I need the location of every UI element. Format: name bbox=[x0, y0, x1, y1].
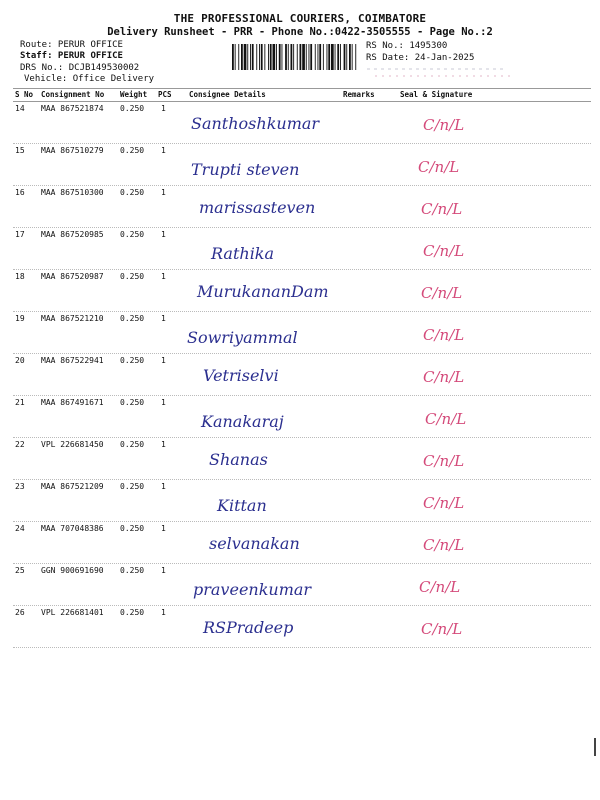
seal-signature: C/n/L bbox=[419, 578, 461, 596]
seal-signature: C/n/L bbox=[423, 116, 465, 134]
seal-signature: C/n/L bbox=[423, 326, 465, 344]
row-consignment-no: MAA 867522941 bbox=[41, 356, 104, 365]
runsheet-subtitle: Delivery Runsheet - PRR - Phone No.:0422-3505555 - Page No.:2 bbox=[107, 26, 493, 38]
row-sno: 14 bbox=[15, 104, 25, 113]
rs-date: RS Date: 24-Jan-2025 bbox=[366, 53, 475, 63]
table-row bbox=[13, 438, 591, 480]
row-weight: 0.250 bbox=[120, 188, 145, 197]
barcode-image bbox=[232, 44, 360, 70]
row-sno: 21 bbox=[15, 398, 25, 407]
row-sno: 22 bbox=[15, 440, 25, 449]
rs-number: RS No.: 1495300 bbox=[366, 41, 448, 51]
vehicle-label: Vehicle: Office Delivery bbox=[24, 74, 155, 84]
table-row bbox=[13, 606, 591, 648]
row-weight: 0.250 bbox=[120, 566, 145, 575]
consignee-signature: Kanakaraj bbox=[201, 412, 284, 431]
col-consignee: Consignee Details bbox=[189, 90, 266, 99]
row-weight: 0.250 bbox=[120, 146, 145, 155]
col-seal: Seal & Signature bbox=[400, 90, 473, 99]
row-pcs: 1 bbox=[161, 566, 166, 575]
row-consignment-no: MAA 867521210 bbox=[41, 314, 104, 323]
row-consignment-no: MAA 867510300 bbox=[41, 188, 104, 197]
row-sno: 26 bbox=[15, 608, 25, 617]
row-weight: 0.250 bbox=[120, 440, 145, 449]
row-weight: 0.250 bbox=[120, 356, 145, 365]
seal-signature: C/n/L bbox=[425, 410, 467, 428]
seal-signature: C/n/L bbox=[423, 536, 465, 554]
row-sno: 20 bbox=[15, 356, 25, 365]
table-row bbox=[13, 144, 591, 186]
row-pcs: 1 bbox=[161, 230, 166, 239]
row-pcs: 1 bbox=[161, 482, 166, 491]
table-row bbox=[13, 396, 591, 438]
row-weight: 0.250 bbox=[120, 524, 145, 533]
row-weight: 0.250 bbox=[120, 272, 145, 281]
row-consignment-no: MAA 867521209 bbox=[41, 482, 104, 491]
consignee-signature: Rathika bbox=[211, 244, 275, 263]
table-row bbox=[13, 270, 591, 312]
seal-signature: C/n/L bbox=[421, 620, 463, 638]
row-consignment-no: MAA 867521874 bbox=[41, 104, 104, 113]
row-pcs: 1 bbox=[161, 608, 166, 617]
row-weight: 0.250 bbox=[120, 398, 145, 407]
route-label: Route: PERUR OFFICE bbox=[20, 40, 123, 50]
seal-signature: C/n/L bbox=[423, 452, 465, 470]
col-consignment: Consignment No bbox=[41, 90, 105, 99]
row-pcs: 1 bbox=[161, 272, 166, 281]
row-consignment-no: MAA 707048386 bbox=[41, 524, 104, 533]
consignee-signature: Sowriyammal bbox=[187, 328, 298, 347]
consignee-signature: Trupti steven bbox=[191, 160, 300, 179]
consignee-signature: Kittan bbox=[217, 496, 267, 515]
company-title: THE PROFESSIONAL COURIERS, COIMBATORE bbox=[173, 12, 427, 25]
table-row bbox=[13, 228, 591, 270]
row-sno: 17 bbox=[15, 230, 25, 239]
runsheet-table bbox=[13, 88, 591, 648]
seal-signature: C/n/L bbox=[421, 284, 463, 302]
row-pcs: 1 bbox=[161, 440, 166, 449]
drs-number: DRS No.: DCJB149530002 bbox=[20, 63, 140, 73]
table-body bbox=[13, 102, 591, 648]
row-weight: 0.250 bbox=[120, 104, 145, 113]
row-weight: 0.250 bbox=[120, 230, 145, 239]
row-consignment-no: VPL 226681401 bbox=[41, 608, 104, 617]
seal-signature: C/n/L bbox=[423, 368, 465, 386]
table-row bbox=[13, 480, 591, 522]
faint-stamp-mark bbox=[365, 65, 515, 79]
row-weight: 0.250 bbox=[120, 482, 145, 491]
consignee-signature: praveenkumar bbox=[193, 580, 312, 599]
row-sno: 19 bbox=[15, 314, 25, 323]
col-weight: Weight bbox=[120, 90, 148, 99]
table-row bbox=[13, 522, 591, 564]
staff-label: Staff: PERUR OFFICE bbox=[20, 51, 123, 61]
row-consignment-no: GGN 900691690 bbox=[41, 566, 104, 575]
row-sno: 25 bbox=[15, 566, 25, 575]
row-pcs: 1 bbox=[161, 146, 166, 155]
row-pcs: 1 bbox=[161, 314, 166, 323]
table-row bbox=[13, 102, 591, 144]
col-sno: S No bbox=[15, 90, 34, 99]
row-pcs: 1 bbox=[161, 398, 166, 407]
table-row bbox=[13, 564, 591, 606]
row-weight: 0.250 bbox=[120, 608, 145, 617]
consignee-signature: marissasteven bbox=[199, 198, 316, 217]
row-sno: 16 bbox=[15, 188, 25, 197]
consignee-signature: Vetriselvi bbox=[203, 366, 279, 385]
table-header bbox=[13, 88, 591, 102]
row-weight: 0.250 bbox=[120, 314, 145, 323]
table-row bbox=[13, 312, 591, 354]
row-consignment-no: MAA 867520987 bbox=[41, 272, 104, 281]
row-pcs: 1 bbox=[161, 188, 166, 197]
row-sno: 18 bbox=[15, 272, 25, 281]
row-consignment-no: VPL 226681450 bbox=[41, 440, 104, 449]
col-pcs: PCS bbox=[158, 90, 172, 99]
table-row bbox=[13, 354, 591, 396]
row-sno: 23 bbox=[15, 482, 25, 491]
consignee-signature: Santhoshkumar bbox=[191, 114, 320, 133]
row-pcs: 1 bbox=[161, 104, 166, 113]
seal-signature: C/n/L bbox=[423, 242, 465, 260]
row-sno: 15 bbox=[15, 146, 25, 155]
consignee-signature: selvanakan bbox=[209, 534, 300, 553]
seal-signature: C/n/L bbox=[418, 158, 460, 176]
scan-mark bbox=[594, 738, 596, 756]
row-consignment-no: MAA 867491671 bbox=[41, 398, 104, 407]
col-remarks: Remarks bbox=[343, 90, 375, 99]
consignee-signature: Shanas bbox=[209, 450, 268, 469]
consignee-signature: RSPradeep bbox=[203, 618, 294, 637]
seal-signature: C/n/L bbox=[421, 200, 463, 218]
row-sno: 24 bbox=[15, 524, 25, 533]
row-consignment-no: MAA 867510279 bbox=[41, 146, 104, 155]
seal-signature: C/n/L bbox=[423, 494, 465, 512]
consignee-signature: MurukananDam bbox=[197, 282, 329, 301]
row-pcs: 1 bbox=[161, 356, 166, 365]
row-pcs: 1 bbox=[161, 524, 166, 533]
row-consignment-no: MAA 867520985 bbox=[41, 230, 104, 239]
table-row bbox=[13, 186, 591, 228]
